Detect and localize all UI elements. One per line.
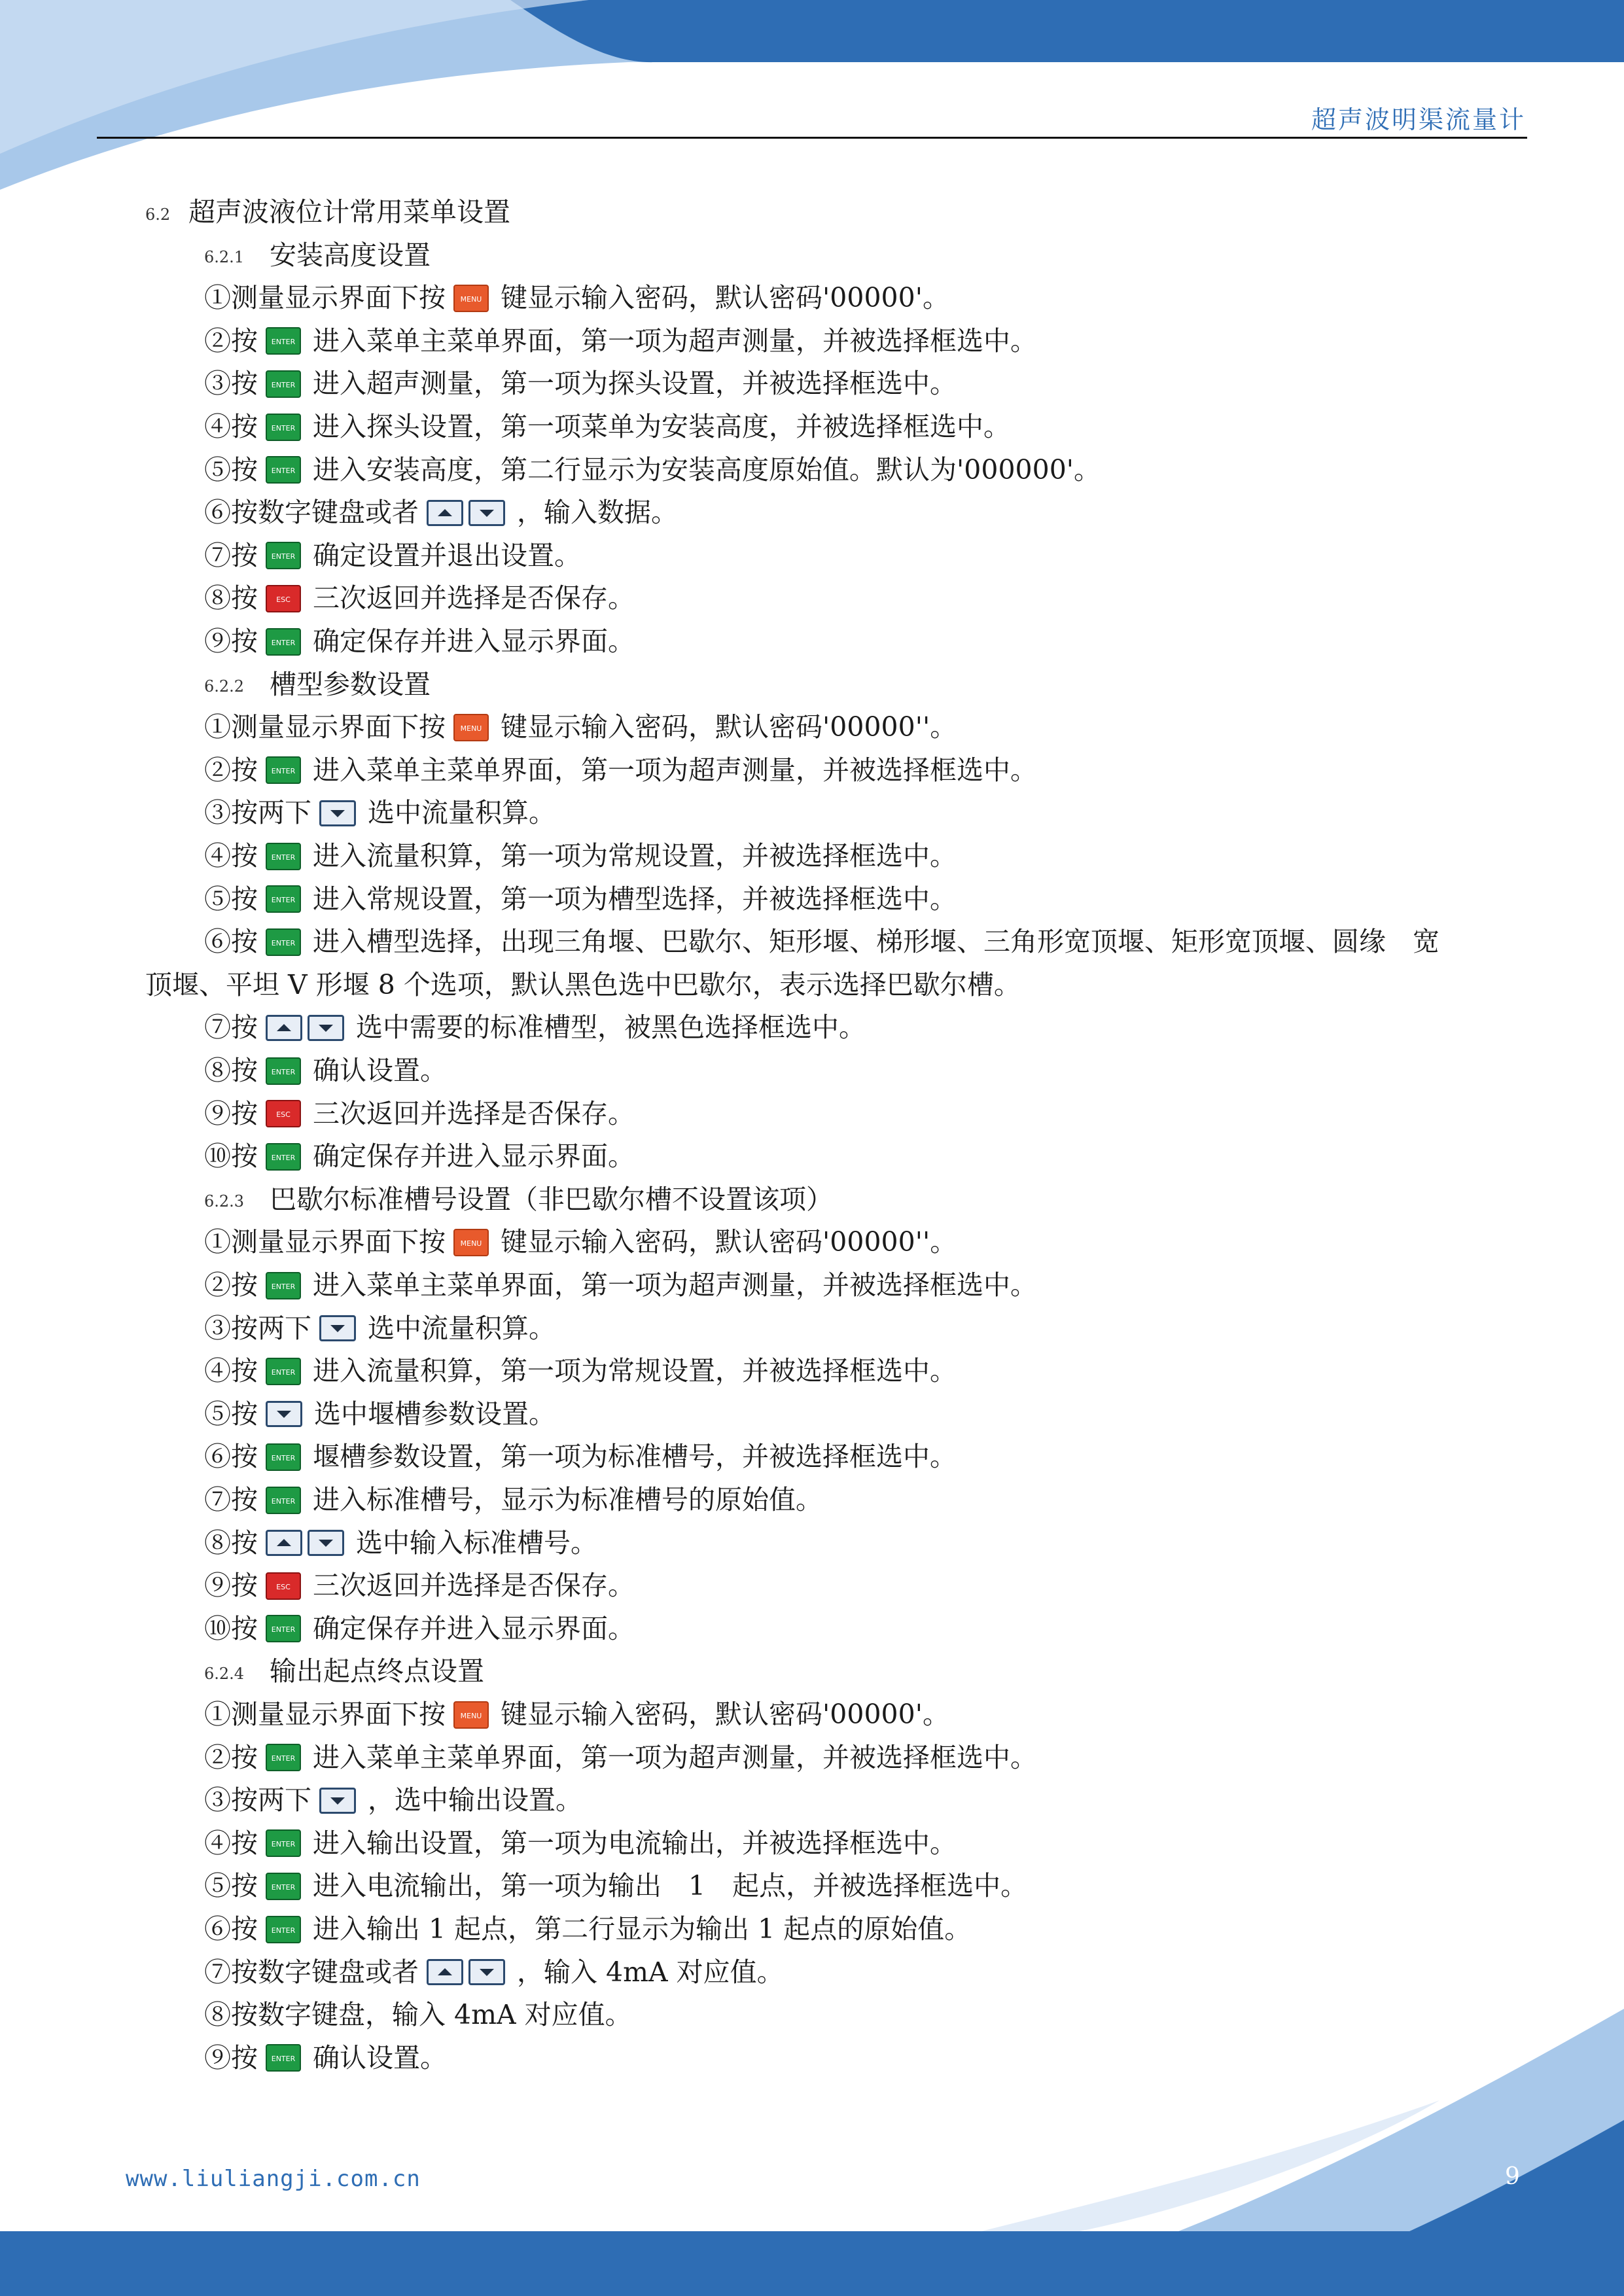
down-arrow-key-icon xyxy=(266,1401,302,1427)
step-text: ③按两下 xyxy=(204,1312,311,1344)
step-text: ⑥按 xyxy=(204,1913,258,1945)
step-text: ⑩按 xyxy=(204,1140,258,1173)
subsection-heading xyxy=(204,666,431,703)
enter-key-icon: ENTER xyxy=(266,1358,301,1385)
step-text: ①测量显示界面下按 xyxy=(204,1699,446,1730)
down-key xyxy=(317,794,359,831)
down-arrow-key-icon xyxy=(308,1015,344,1041)
step-text: 键显示输入密码，默认密码'00000'。 xyxy=(501,282,949,314)
heading-number: 6.2.1 xyxy=(204,248,245,267)
step-text: 进入超声测量，第一项为探头设置，并被选择框选中。 xyxy=(313,368,957,400)
step-text: 选中输入标准槽号。 xyxy=(356,1527,597,1559)
step-text: ②按 xyxy=(204,325,258,357)
step-text: 三次返回并选择是否保存。 xyxy=(313,582,635,614)
step-text: ⑤按 xyxy=(204,453,258,486)
step-text: 选中堰槽参数设置。 xyxy=(314,1398,556,1430)
instruction-step xyxy=(204,279,949,316)
up-down-keys xyxy=(424,494,508,531)
subsection-heading xyxy=(204,1653,484,1689)
enter-key-icon: ENTER xyxy=(266,327,301,355)
step-continuation xyxy=(145,966,1021,1003)
instruction-step xyxy=(204,1224,957,1260)
instruction-step xyxy=(204,1782,582,1818)
header-title: 超声波明渠流量计 xyxy=(1311,105,1526,134)
instruction-step xyxy=(204,1396,556,1432)
instruction-step xyxy=(204,709,957,745)
step-text: 进入菜单主菜单界面，第一项为超声测量，并被选择框选中。 xyxy=(313,754,1037,786)
instruction-step xyxy=(204,1267,1037,1303)
step-text: ③按两下 xyxy=(204,1784,311,1816)
esc-key-icon: ESC xyxy=(266,585,301,612)
instruction-step xyxy=(204,1009,866,1046)
step-text: ②按 xyxy=(204,1741,258,1773)
down-key xyxy=(263,1396,305,1432)
instruction-step xyxy=(204,1438,957,1475)
step-text: ④按 xyxy=(204,840,258,872)
step-text: 键显示输入密码，默认密码'00000'。 xyxy=(501,1699,949,1730)
enter-key-icon: ENTER xyxy=(266,885,301,913)
step-text: ⑦按 xyxy=(204,1012,258,1044)
up-arrow-key-icon xyxy=(266,1015,302,1041)
instruction-step xyxy=(204,1052,447,1089)
esc-key-icon: ESC xyxy=(266,1100,301,1127)
enter-key-icon: ENTER xyxy=(266,1272,301,1299)
enter-key-icon: ENTER xyxy=(266,414,301,441)
heading-text: 输出起点终点设置 xyxy=(270,1655,484,1687)
instruction-step xyxy=(204,1310,556,1347)
step-text: ③按两下 xyxy=(204,797,311,829)
instruction-step xyxy=(204,1567,635,1604)
enter-key-icon: ENTER xyxy=(266,843,301,870)
instruction-step xyxy=(204,1696,949,1733)
step-text: 进入电流输出，第一项为输出 1 起点，并被选择框选中。 xyxy=(313,1870,1028,1902)
heading-text: 槽型参数设置 xyxy=(270,668,431,700)
enter-key-icon: ENTER xyxy=(266,2044,301,2072)
step-text: 进入菜单主菜单界面，第一项为超声测量，并被选择框选中。 xyxy=(313,325,1037,357)
step-text: 选中流量积算。 xyxy=(368,1312,556,1344)
enter-key-icon: ENTER xyxy=(266,628,301,656)
heading-text: 超声波液位计常用菜单设置 xyxy=(188,196,510,228)
heading-number: 6.2.2 xyxy=(204,677,245,696)
step-text: ④按 xyxy=(204,1827,258,1859)
step-text: ⑦按 xyxy=(204,1484,258,1515)
up-arrow-key-icon xyxy=(266,1530,302,1556)
step-text: ⑥按数字键盘或者 xyxy=(204,497,419,529)
step-text: ③按 xyxy=(204,368,258,400)
enter-key-icon: ENTER xyxy=(266,1873,301,1900)
step-text: 进入常规设置，第一项为槽型选择，并被选择框选中。 xyxy=(313,883,957,915)
step-text: ⑨按 xyxy=(204,626,258,657)
instruction-step xyxy=(204,752,1037,788)
enter-key-icon: ENTER xyxy=(266,1829,301,1857)
enter-key-icon: ENTER xyxy=(266,370,301,398)
page-number: 9 xyxy=(1505,2163,1520,2190)
step-text: 顶堰、平坦 V 形堰 8 个选项，默认黑色选中巴歇尔，表示选择巴歇尔槽。 xyxy=(145,968,1021,1000)
down-key xyxy=(317,1310,359,1347)
step-text: ⑧按 xyxy=(204,582,258,614)
down-arrow-key-icon xyxy=(319,1788,356,1814)
subsection-heading xyxy=(204,1181,833,1218)
instruction-step xyxy=(204,1610,635,1647)
header-wave-decoration xyxy=(0,0,1624,196)
step-text: ①测量显示界面下按 xyxy=(204,282,446,314)
step-text: ⑧按 xyxy=(204,1527,258,1559)
step-text: 进入探头设置，第一项菜单为安装高度，并被选择框选中。 xyxy=(313,411,1010,442)
step-text: ⑧按数字键盘，输入 4mA 对应值。 xyxy=(204,1999,632,2031)
enter-key-icon: ENTER xyxy=(266,1443,301,1471)
instruction-step xyxy=(204,537,581,574)
heading-text: 巴歇尔标准槽号设置（非巴歇尔槽不设置该项） xyxy=(270,1183,833,1215)
step-text: 三次返回并选择是否保存。 xyxy=(313,1097,635,1129)
step-text: ①测量显示界面下按 xyxy=(204,711,446,743)
step-text: 进入流量积算，第一项为常规设置，并被选择框选中。 xyxy=(313,1355,957,1387)
heading-text: 安装高度设置 xyxy=(270,239,431,271)
enter-key-icon: ENTER xyxy=(266,1916,301,1943)
step-text: ④按 xyxy=(204,411,258,442)
menu-key-icon: MENU xyxy=(453,1701,489,1729)
esc-key-icon: ESC xyxy=(266,1572,301,1600)
enter-key-icon: ENTER xyxy=(266,542,301,569)
step-text: ②按 xyxy=(204,1269,258,1301)
enter-key-icon: ENTER xyxy=(266,756,301,784)
menu-key-icon: MENU xyxy=(453,1229,489,1256)
step-text: ⑦按 xyxy=(204,539,258,571)
step-text: ②按 xyxy=(204,754,258,786)
instruction-step xyxy=(204,838,957,874)
step-text: 确定保存并进入显示界面。 xyxy=(313,626,635,657)
step-text: ⑩按 xyxy=(204,1612,258,1644)
enter-key-icon: ENTER xyxy=(266,1487,301,1514)
up-down-keys xyxy=(263,1525,347,1561)
step-text: ⑨按 xyxy=(204,2041,258,2074)
step-text: ⑦按数字键盘或者 xyxy=(204,1956,419,1988)
heading-number: 6.2.4 xyxy=(204,1664,245,1683)
step-text: ⑥按 xyxy=(204,1441,258,1473)
step-text: 进入安装高度，第二行显示为安装高度原始值。默认为'000000'。 xyxy=(313,453,1101,486)
step-text: 确定设置并退出设置。 xyxy=(313,539,581,571)
step-text: ④按 xyxy=(204,1355,258,1387)
instruction-step xyxy=(204,1525,597,1561)
down-arrow-key-icon xyxy=(468,500,505,526)
step-text: ，输入 4mA 对应值。 xyxy=(517,1956,784,1988)
enter-key-icon: ENTER xyxy=(266,1143,301,1171)
instruction-step xyxy=(204,1739,1037,1776)
heading-number: 6.2.3 xyxy=(204,1192,245,1211)
section-heading xyxy=(145,194,510,230)
instruction-step xyxy=(204,1095,635,1132)
enter-key-icon: ENTER xyxy=(266,1615,301,1642)
step-text: ⑨按 xyxy=(204,1097,258,1129)
footer-wave-decoration xyxy=(0,1963,1624,2296)
down-key xyxy=(317,1782,359,1818)
step-text: 键显示输入密码，默认密码'00000''。 xyxy=(501,711,957,743)
step-text: ，输入数据。 xyxy=(517,497,678,529)
instruction-step xyxy=(204,580,635,616)
step-text: 进入槽型选择，出现三角堰、巴歇尔、矩形堰、梯形堰、三角形宽顶堰、矩形宽顶堰、圆缘 宽 xyxy=(313,926,1439,958)
step-text: 三次返回并选择是否保存。 xyxy=(313,1570,635,1602)
instruction-step xyxy=(204,623,635,660)
step-text: 进入标准槽号，显示为标准槽号的原始值。 xyxy=(313,1484,822,1515)
step-text: 进入菜单主菜单界面，第一项为超声测量，并被选择框选中。 xyxy=(313,1269,1037,1301)
step-text: 选中流量积算。 xyxy=(368,797,556,829)
step-text: 确定保存并进入显示界面。 xyxy=(313,1612,635,1644)
down-arrow-key-icon xyxy=(308,1530,344,1556)
step-text: ⑥按 xyxy=(204,926,258,958)
instruction-step xyxy=(204,1138,635,1174)
instruction-step xyxy=(204,365,957,402)
up-arrow-key-icon xyxy=(427,500,463,526)
instruction-step xyxy=(204,1825,957,1862)
down-arrow-key-icon xyxy=(319,1315,356,1341)
footer-website-url[interactable]: www.liuliangji.com.cn xyxy=(126,2166,421,2192)
step-text: 键显示输入密码，默认密码'00000''。 xyxy=(501,1226,957,1258)
step-text: 确认设置。 xyxy=(313,2041,447,2074)
instruction-step xyxy=(204,494,678,531)
step-text: 进入输出设置，第一项为电流输出，并被选择框选中。 xyxy=(313,1827,957,1859)
step-text: 进入菜单主菜单界面，第一项为超声测量，并被选择框选中。 xyxy=(313,1741,1037,1773)
instruction-step xyxy=(204,923,1439,960)
subsection-heading xyxy=(204,237,431,274)
step-text: 进入流量积算，第一项为常规设置，并被选择框选中。 xyxy=(313,840,957,872)
step-text: ⑤按 xyxy=(204,1870,258,1902)
heading-number: 6.2 xyxy=(145,205,171,224)
menu-key-icon: MENU xyxy=(453,714,489,741)
menu-key-icon: MENU xyxy=(453,285,489,312)
step-text: ⑤按 xyxy=(204,883,258,915)
enter-key-icon: ENTER xyxy=(266,928,301,956)
enter-key-icon: ENTER xyxy=(266,456,301,484)
down-arrow-key-icon xyxy=(319,800,356,826)
step-text: 选中需要的标准槽型，被黑色选择框选中。 xyxy=(356,1012,866,1044)
step-text: ，选中输出设置。 xyxy=(368,1784,582,1816)
instruction-step xyxy=(204,1481,822,1518)
instruction-step xyxy=(204,1352,957,1389)
instruction-step xyxy=(204,323,1037,359)
instruction-step xyxy=(204,1911,971,1947)
enter-key-icon: ENTER xyxy=(266,1744,301,1771)
instruction-step xyxy=(204,881,957,917)
header-divider xyxy=(97,137,1527,139)
step-text: 确定保存并进入显示界面。 xyxy=(313,1140,635,1173)
step-text: ⑨按 xyxy=(204,1570,258,1602)
step-text: ⑤按 xyxy=(204,1398,258,1430)
step-text: ①测量显示界面下按 xyxy=(204,1226,446,1258)
instruction-step xyxy=(204,1867,1027,1904)
step-text: 确认设置。 xyxy=(313,1055,447,1086)
step-text: 堰槽参数设置，第一项为标准槽号，并被选择框选中。 xyxy=(313,1441,957,1473)
instruction-step xyxy=(204,408,1010,445)
enter-key-icon: ENTER xyxy=(266,1057,301,1085)
step-text: 进入输出 1 起点，第二行显示为输出 1 起点的原始值。 xyxy=(313,1913,972,1945)
instruction-step xyxy=(204,451,1101,488)
step-text: ⑧按 xyxy=(204,1055,258,1086)
instruction-step xyxy=(204,794,556,831)
up-down-keys xyxy=(263,1009,347,1046)
